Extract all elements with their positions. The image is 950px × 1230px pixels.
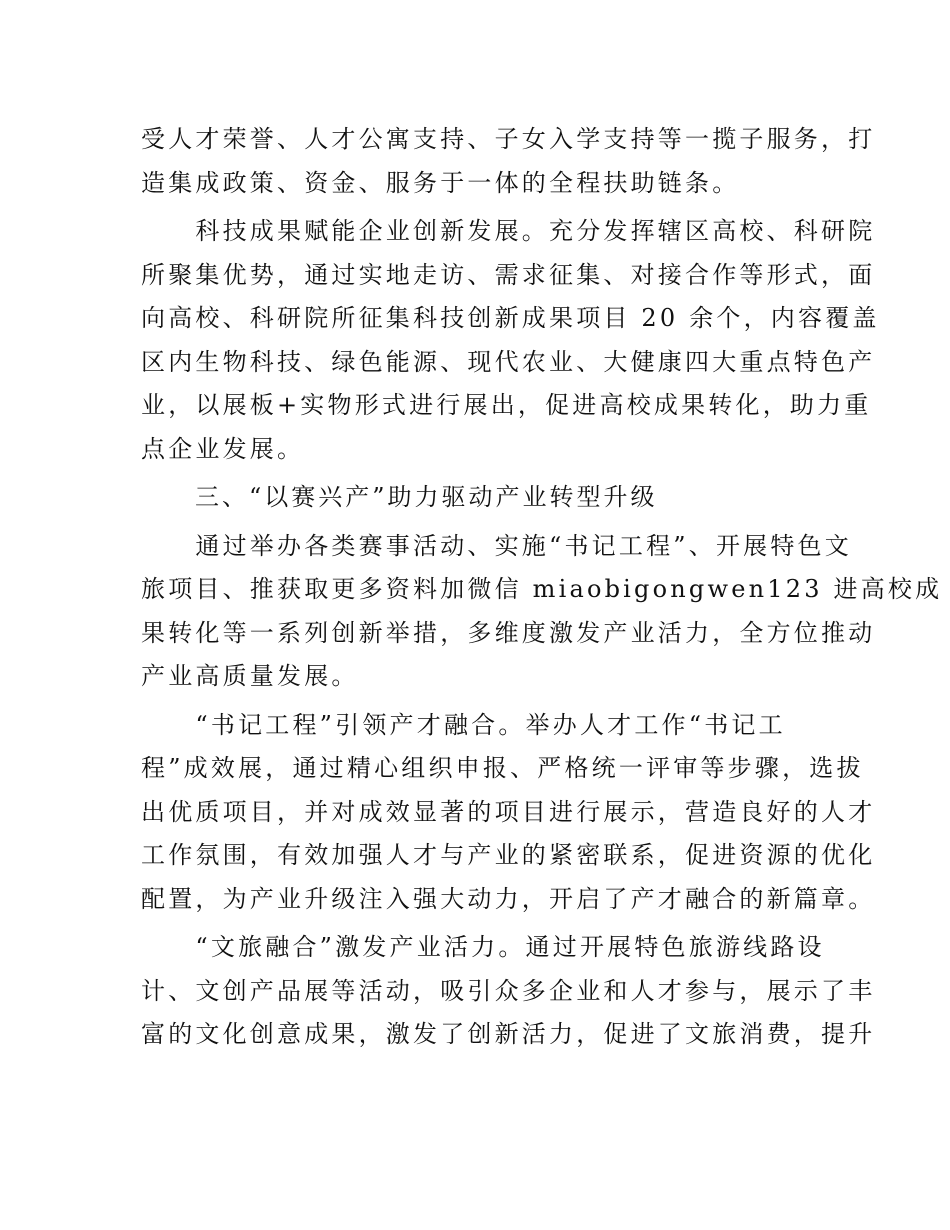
paragraph-heading-culture-tourism: “文旅融合”激发产业活力。通过开展特色旅游线路设	[141, 933, 825, 961]
text-line: 向高校、科研院所征集科技创新成果项目 20 余个，内容覆盖	[141, 304, 880, 332]
text-line: 受人才荣誉、人才公寓支持、子女入学支持等一揽子服务，打	[141, 125, 876, 153]
text-line: 果转化等一系列创新举措，多维度激发产业活力，全方位推动	[141, 618, 876, 647]
document-body	[141, 118, 943, 1057]
text-line: 程”成效展，通过精心组织申报、严格统一评审等步骤，选拔	[141, 754, 864, 782]
text-line: 造集成政策、资金、服务于一体的全程扶助链条。	[141, 168, 740, 197]
paragraph-heading-tech-achievements: 科技成果赋能企业创新发展。充分发挥辖区高校、科研院	[141, 217, 876, 245]
text-line: 计、文创产品展等活动，吸引众多企业和人才参与，展示了丰	[141, 976, 876, 1005]
text-line: 产业高质量发展。	[141, 662, 359, 690]
text-line: 业，以展板+实物形式进行展出，促进高校成果转化，助力重	[141, 391, 872, 419]
text-line: 旅项目、推获取更多资料加微信 miaobigongwen123 进高校成	[141, 575, 943, 603]
text-line: 配置，为产业升级注入强大动力，开启了产才融合的新篇章。	[141, 884, 876, 913]
text-line: 工作氛围，有效加强人才与产业的紧密联系，促进资源的优化	[141, 841, 876, 869]
text-line: 富的文化创意成果，激发了创新活力，促进了文旅消费，提升	[141, 1020, 876, 1048]
text-line: 通过举办各类赛事活动、实施“书记工程”、开展特色文	[141, 531, 852, 560]
text-line: 区内生物科技、绿色能源、现代农业、大健康四大重点特色产	[141, 347, 876, 376]
text-line: 点企业发展。	[141, 434, 305, 463]
text-line: 出优质项目，并对成效显著的项目进行展示，营造良好的人才	[141, 797, 876, 826]
section-heading: 三、“以赛兴产”助力驱动产业转型升级	[141, 483, 658, 511]
text-line: 所聚集优势，通过实地走访、需求征集、对接合作等形式，面	[141, 260, 876, 289]
paragraph-heading-secretary-project: “书记工程”引领产才融合。举办人才工作“书记工	[141, 710, 786, 739]
